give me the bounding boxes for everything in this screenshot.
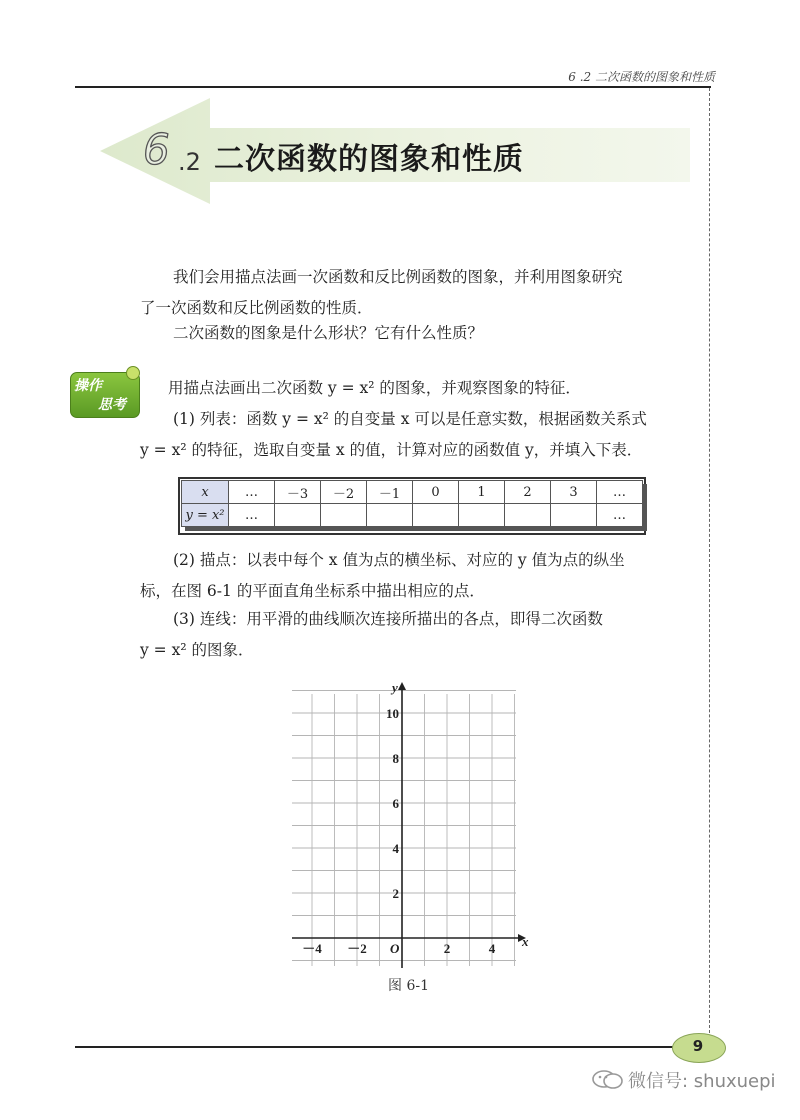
- x-tick-label: －4: [302, 941, 322, 956]
- activity-intro: 用描点法画出二次函数 y = x² 的图象，并观察图象的特征．: [168, 379, 581, 397]
- step-line: (3) 连线：用平滑的曲线顺次连接所描出的各点，即得二次函数: [173, 610, 603, 628]
- operate-think-badge: [70, 366, 142, 418]
- margin-dashed-line: [709, 88, 710, 1043]
- wechat-icon: [591, 1068, 625, 1090]
- value-table: [181, 480, 643, 527]
- x-axis-label: x: [522, 934, 529, 949]
- table-cell: …: [229, 481, 275, 504]
- running-header: 6 .2 二次函数的图象和性质: [568, 70, 715, 84]
- coordinate-grid-figure: [290, 680, 540, 970]
- y-tick-label: 4: [392, 841, 399, 856]
- table-cell[interactable]: [275, 504, 321, 527]
- activity-step-1: [140, 404, 647, 466]
- table-cell: －1: [367, 481, 413, 504]
- table-cell: 2: [505, 481, 551, 504]
- intro-line: 我们会用描点法画一次函数和反比例函数的图象，并利用图象研究: [173, 268, 623, 286]
- activity-step-3: [140, 604, 603, 666]
- table-cell[interactable]: …: [597, 504, 643, 527]
- step-line: (2) 描点：以表中每个 x 值为点的横坐标、对应的 y 值为点的纵坐: [173, 551, 625, 569]
- figure-caption: 图 6-1: [388, 978, 429, 994]
- y-axis-arrow: [398, 682, 406, 690]
- table-cell[interactable]: [321, 504, 367, 527]
- footer-rule: [75, 1046, 705, 1048]
- y-tick-label: 6: [392, 796, 399, 811]
- section-sub-number: .2: [178, 148, 201, 176]
- origin-label: O: [390, 941, 400, 956]
- grid-lines: [290, 691, 516, 967]
- step-line: y = x² 的特征，选取自变量 x 的值，计算对应的函数值 y，并填入下表．: [140, 441, 643, 459]
- watermark-text: 微信号: shuxuepi: [628, 1071, 776, 1092]
- intro-line: 了一次函数和反比例函数的性质．: [140, 299, 373, 317]
- table-cell: －3: [275, 481, 321, 504]
- y-tick-label: 8: [392, 751, 399, 766]
- table-cell: 1: [459, 481, 505, 504]
- page-number: 9: [692, 1037, 704, 1055]
- step-line: (1) 列表：函数 y = x² 的自变量 x 可以是任意实数，根据函数关系式: [173, 410, 647, 428]
- table-cell[interactable]: [505, 504, 551, 527]
- table-cell[interactable]: [367, 504, 413, 527]
- y-tick-label: 10: [386, 706, 399, 721]
- table-header-y: y = x²: [182, 504, 229, 527]
- y-tick-label: 2: [392, 886, 399, 901]
- x-tick-label: 4: [488, 941, 496, 956]
- intro-paragraph: [140, 262, 623, 324]
- badge-label-1: 操作: [74, 378, 102, 394]
- section-title: 二次函数的图象和性质: [214, 142, 524, 177]
- y-axis-label: y: [392, 680, 398, 695]
- activity-step-2: [140, 545, 625, 607]
- table-cell: 0: [413, 481, 459, 504]
- table-row-y: [182, 504, 643, 527]
- badge-label-2: 思考: [98, 397, 126, 413]
- header-rule: [75, 86, 711, 88]
- table-header-x: x: [182, 481, 229, 504]
- step-line: y = x² 的图象．: [140, 641, 254, 659]
- x-tick-label: －2: [347, 941, 367, 956]
- tick-labels: [302, 706, 496, 956]
- intro-question: [140, 318, 483, 349]
- table-cell[interactable]: [551, 504, 597, 527]
- table-cell[interactable]: …: [229, 504, 275, 527]
- step-line: 标，在图 6-1 的平面直角坐标系中描出相应的点．: [140, 582, 485, 600]
- x-tick-label: 2: [443, 941, 451, 956]
- table-cell[interactable]: [413, 504, 459, 527]
- section-number: 6: [143, 125, 168, 174]
- intro-line: 二次函数的图象是什么形状？它有什么性质？: [173, 324, 484, 342]
- axes: [292, 682, 526, 968]
- table-row-x: [182, 481, 643, 504]
- table-cell: 3: [551, 481, 597, 504]
- table-cell: …: [597, 481, 643, 504]
- pin-icon: [126, 366, 140, 380]
- table-cell: －2: [321, 481, 367, 504]
- table-cell[interactable]: [459, 504, 505, 527]
